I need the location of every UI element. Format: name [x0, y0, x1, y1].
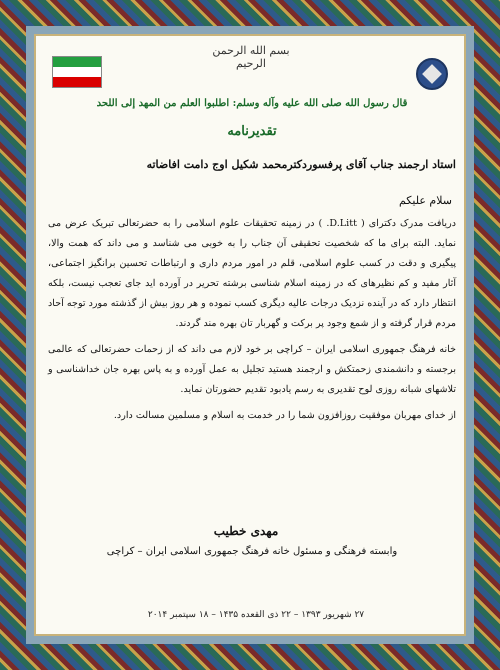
recipient-line: استاد ارجمند جناب آقای پرفسوردکترمحمد شکیل اوج دامت افاضاته	[146, 158, 456, 171]
signer-title: وابسته فرهنگی و مسئول خانه فرهنگ جمهوری اسلامی ایران – کراچی	[106, 546, 398, 557]
body-paragraph-2: خانه فرهنگ جمهوری اسلامی ایران – کراچی بر خود لازم می داند که از زحمات حضرتعالی که عالمی برجسته و دانشمندی زحمتکش و ارجمند هستید تجلیل به عمل آورده و به پاس بهره جان خداشناسی و تلاشهای شبانه روزی لوح تقدیری به رسم یادبود تقدیم حضورتان نماید.	[48, 344, 456, 395]
bismillah-calligraphy: بسم الله الرحمن الرحیم	[212, 44, 290, 70]
certificate-paper	[34, 34, 466, 636]
iran-flag-icon	[52, 56, 102, 88]
greeting: سلام علیکم	[398, 194, 452, 207]
hadith-line: قال رسول الله صلی الله علیه وآله وسلم: اطلبوا العلم من المهد إلی اللحد	[96, 98, 408, 109]
emblem-logo-icon	[416, 58, 448, 90]
body-text	[48, 214, 456, 432]
signer-name: مهدی خطیب	[213, 524, 279, 538]
date-line: ۲۷ شهریور ۱۳۹۳ – ۲۲ ذی القعده ۱۴۳۵ – ۱۸ سپتمبر ۲۰۱۴	[147, 610, 365, 620]
certificate-title: تقدیرنامه	[227, 124, 277, 139]
body-paragraph-1: دریافت مدرک دکترای ( D.Litt. ) در زمینه تحقیقات علوم اسلامی را به حضرتعالی تبریک عرض می نماید. البته برای ما که شخصیت تحقیقی آن جناب را به خوبی می شناسد و می داند که همت والا، پیگیری و دقت در کسب علوم اسلامی، قلم در امور مردم داری و ارتباطات تحسین برانگیز اجتماعی، آثار مفید و کم نظیرهای که در زمینه اسلام شناسی برشته تحریر در آورده اید جای تعجب نیست، بلکه انتظار دارد که در آینده نزدیک درجات عالیه دیگری کسب نموده و هر روز بیش از گذشته مورد توجه آحاد مردم قرار گرفته و از شمع وجود پر برکت و گهربار تان بهره مند گردند.	[48, 218, 456, 329]
body-paragraph-3: از خدای مهربان موفقیت روزافزون شما را در خدمت به اسلام و مسلمین مسالت دارد.	[113, 410, 456, 421]
